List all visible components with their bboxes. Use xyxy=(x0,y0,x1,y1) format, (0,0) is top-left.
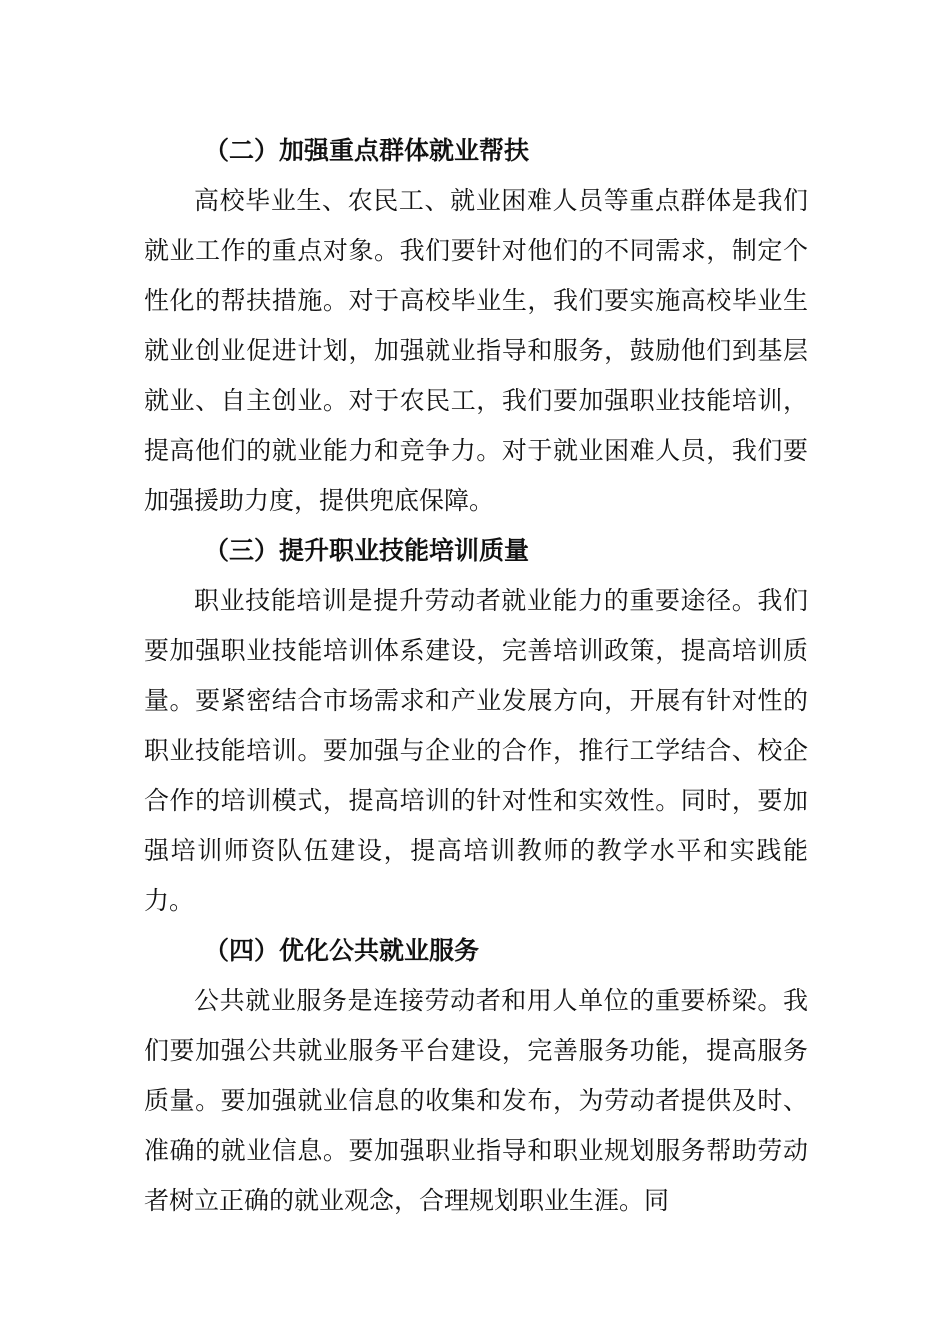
section-paragraph-3: 职业技能培训是提升劳动者就业能力的重要途径。我们要加强职业技能培训体系建设，完善培训政策，提高培训质量。要紧密结合市场需求和产业发展方向，开展有针对性的职业技能培训。要加强与企业的合作，推行工学结合、校企合作的培训模式，提高培训的针对性和实效性。同时，要加强培训师资队伍建设，提高培训教师的教学水平和实践能力。 xyxy=(144,586,808,915)
section-paragraph-4: 公共就业服务是连接劳动者和用人单位的重要桥梁。我们要加强公共就业服务平台建设，完善服务功能，提高服务质量。要加强就业信息的收集和发布，为劳动者提供及时、准确的就业信息。要加强职业指导和职业规划服务帮助劳动者树立正确的就业观念，合理规划职业生涯。同 xyxy=(144,986,808,1215)
section-paragraph-2: 高校毕业生、农民工、就业困难人员等重点群体是我们就业工作的重点对象。我们要针对他们的不同需求，制定个性化的帮扶措施。对于高校毕业生，我们要实施高校毕业生就业创业促进计划，加强就业指导和服务，鼓励他们到基层就业、自主创业。对于农民工，我们要加强职业技能培训，提高他们的就业能力和竞争力。对于就业困难人员，我们要加强援助力度，提供兜底保障。 xyxy=(144,186,808,515)
section-heading-2: （二）加强重点群体就业帮扶 xyxy=(204,136,530,165)
section-heading-4: （四）优化公共就业服务 xyxy=(204,936,480,965)
document-page xyxy=(144,126,808,1226)
section-heading-3: （三）提升职业技能培训质量 xyxy=(204,536,530,565)
